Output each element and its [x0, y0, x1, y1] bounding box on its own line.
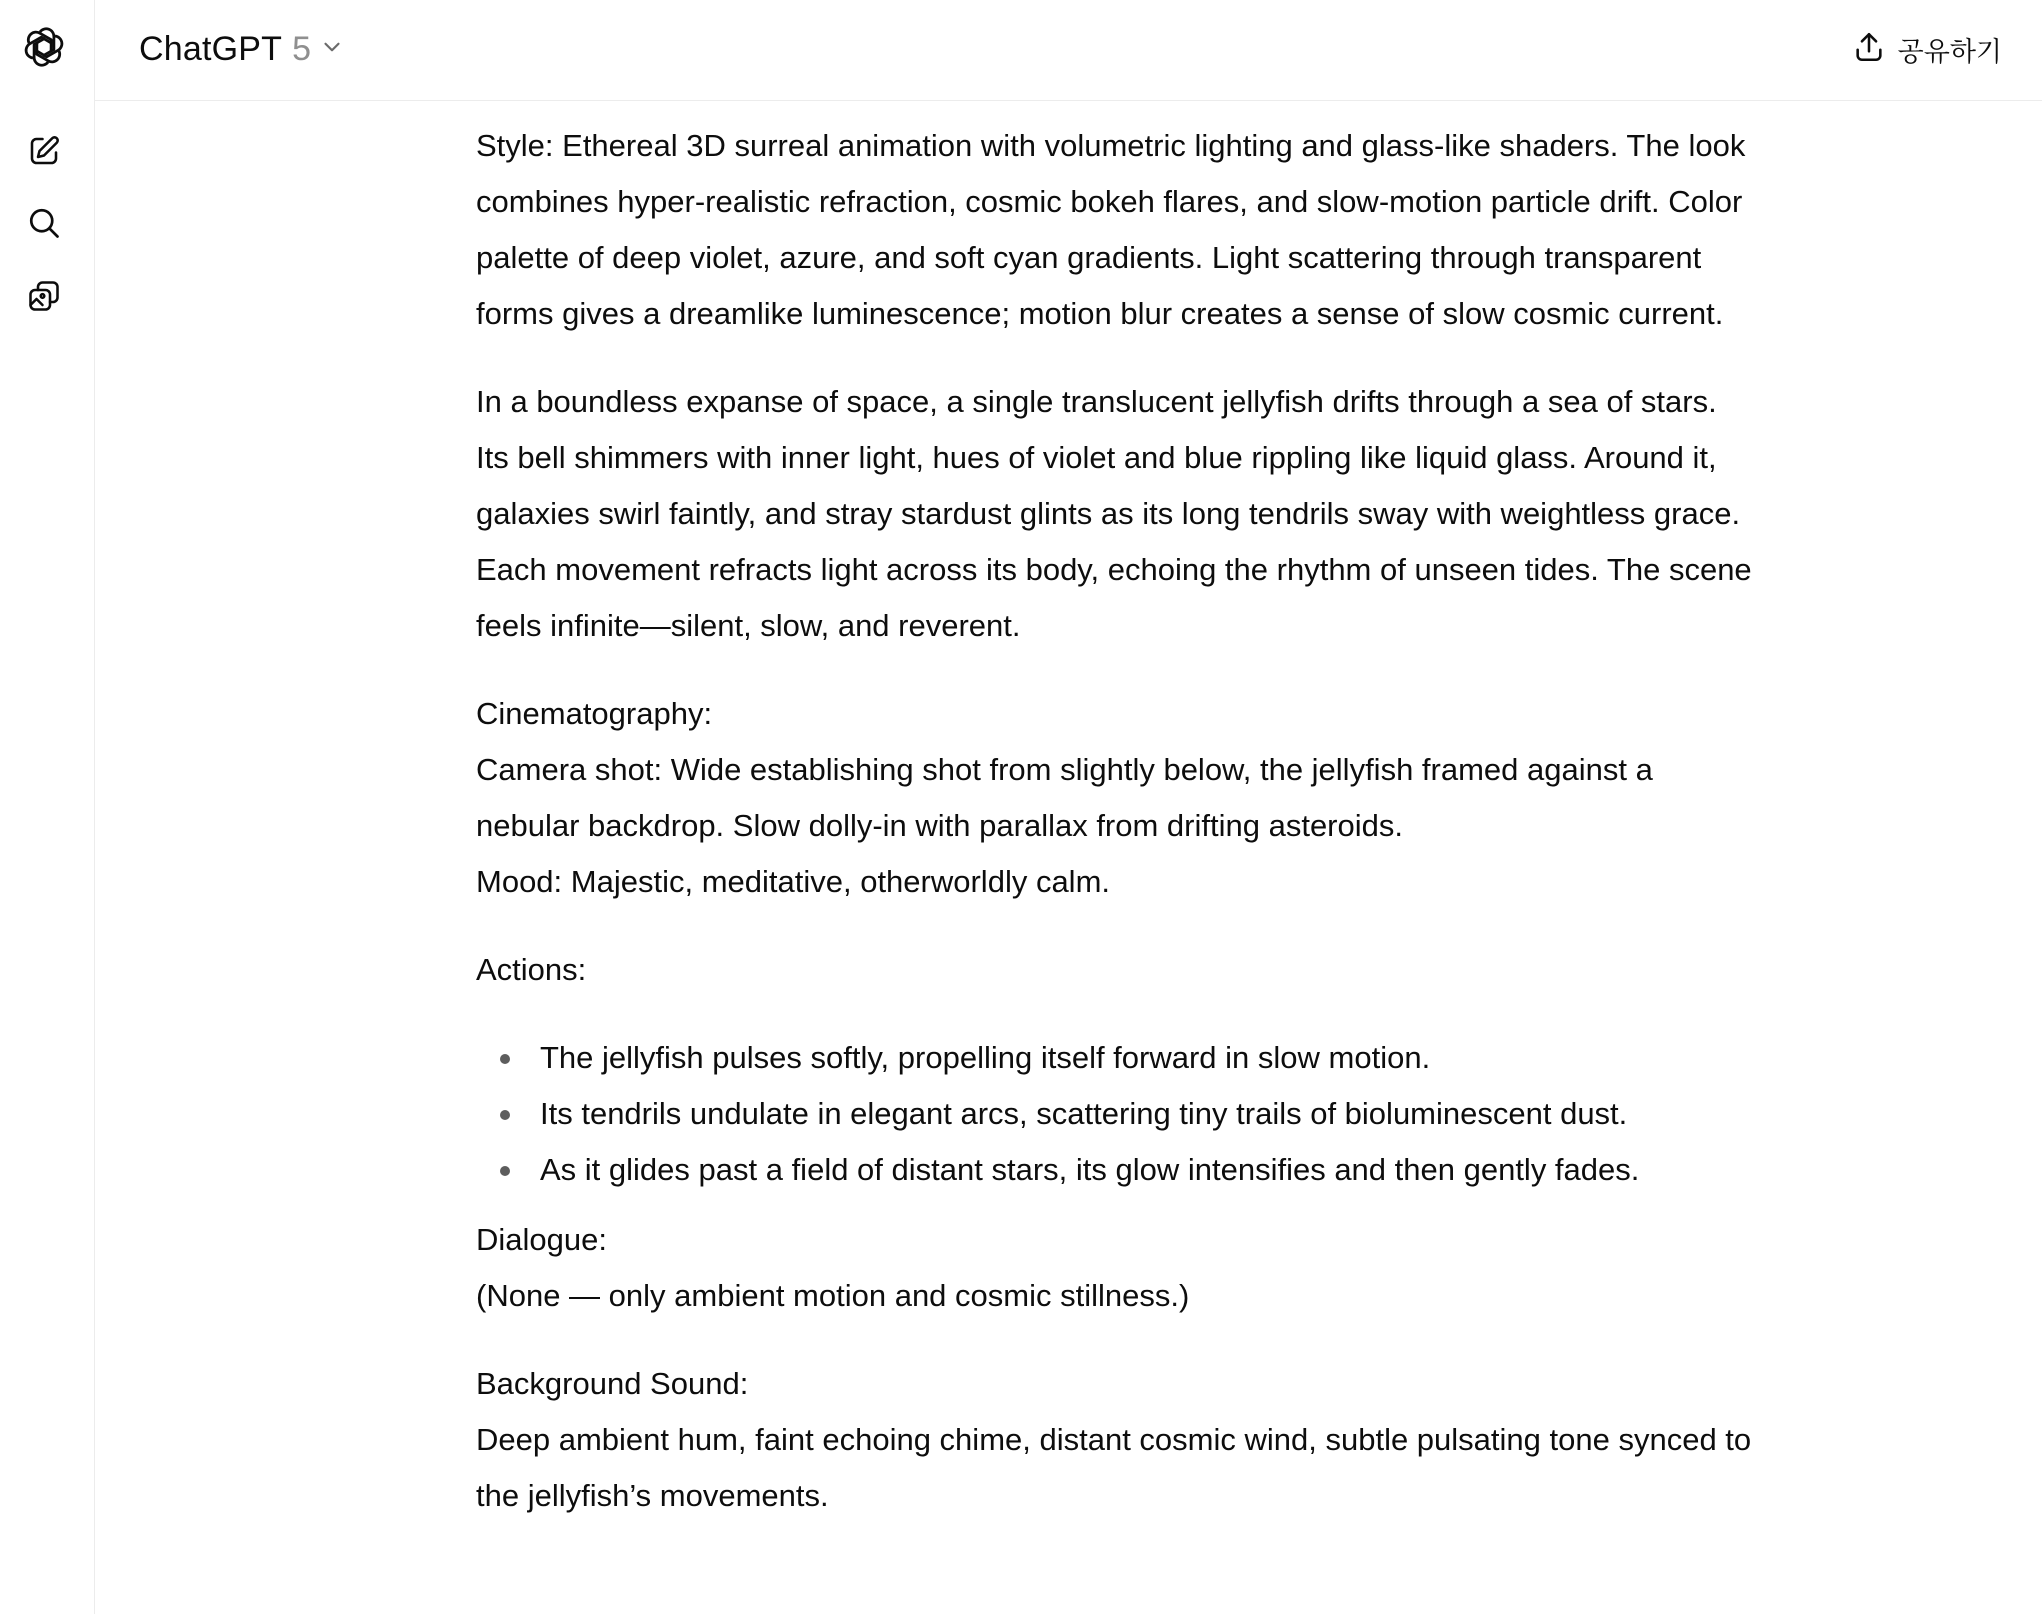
- cinematography-heading: Cinematography:: [476, 696, 713, 731]
- cinematography-section: [476, 686, 1756, 910]
- list-item-text: Its tendrils undulate in elegant arcs, scattering tiny trails of bioluminescent dust.: [540, 1096, 1628, 1131]
- library-icon[interactable]: [21, 273, 67, 319]
- bullet-icon: [500, 1054, 510, 1064]
- dialogue-section: [476, 1212, 1756, 1324]
- style-paragraph: Style: Ethereal 3D surreal animation with volumetric lighting and glass-like shaders. The look combines hyper-realistic refraction, cosmic bokeh flares, and slow-motion particle drift. Color palette of deep violet, azure, and soft cyan gradients. Light scattering through transparent forms gives a dreamlike luminescence; motion blur creates a sense of slow cosmic current.: [476, 128, 1746, 331]
- list-item: [476, 1030, 1756, 1086]
- dialogue-heading: Dialogue:: [476, 1222, 607, 1257]
- list-item: [476, 1086, 1756, 1142]
- background-sound-section: [476, 1356, 1756, 1524]
- list-item-text: The jellyfish pulses softly, propelling itself forward in slow motion.: [540, 1040, 1431, 1075]
- background-sound-text: Deep ambient hum, faint echoing chime, distant cosmic wind, subtle pulsating tone synced to the jellyfish’s movements.: [476, 1422, 1752, 1513]
- new-chat-icon[interactable]: [21, 128, 67, 174]
- sidebar: [0, 0, 95, 1614]
- top-header: [95, 0, 2042, 101]
- search-icon[interactable]: [21, 200, 67, 246]
- share-label: 공유하기: [1897, 36, 2002, 67]
- bullet-icon: [500, 1110, 510, 1120]
- model-switcher[interactable]: [131, 22, 353, 76]
- bullet-icon: [500, 1166, 510, 1176]
- mood-text: Mood: Majestic, meditative, otherworldly calm.: [476, 864, 1111, 899]
- camera-shot-text: Camera shot: Wide establishing shot from slightly below, the jellyfish framed against a nebular backdrop. Slow dolly-in with parallax from drifting asteroids.: [476, 752, 1653, 843]
- actions-list: [476, 1030, 1756, 1198]
- share-button[interactable]: [1840, 22, 2014, 76]
- background-sound-heading: Background Sound:: [476, 1366, 749, 1401]
- assistant-message: [476, 118, 1756, 1556]
- model-name: ChatGPT: [139, 29, 283, 68]
- chevron-down-icon: [319, 34, 345, 65]
- dialogue-text: (None — only ambient motion and cosmic stillness.): [476, 1278, 1190, 1313]
- share-icon: [1852, 30, 1886, 69]
- model-version: 5: [292, 29, 312, 68]
- openai-logo-icon[interactable]: [21, 24, 67, 70]
- actions-heading: Actions:: [476, 952, 587, 987]
- list-item-text: As it glides past a field of distant stars, its glow intensifies and then gently fades.: [540, 1152, 1640, 1187]
- list-item: [476, 1142, 1756, 1198]
- scene-paragraph: In a boundless expanse of space, a single translucent jellyfish drifts through a sea of stars. Its bell shimmers with inner light, hues of violet and blue rippling like liquid glass. Around it, galaxies swirl faintly, and stray stardust glints as its long tendrils sway with weightless grace. Each movement refracts light across its body, echoing the rhythm of unseen tides. The scene feels infinite—silent, slow, and reverent.: [476, 384, 1752, 643]
